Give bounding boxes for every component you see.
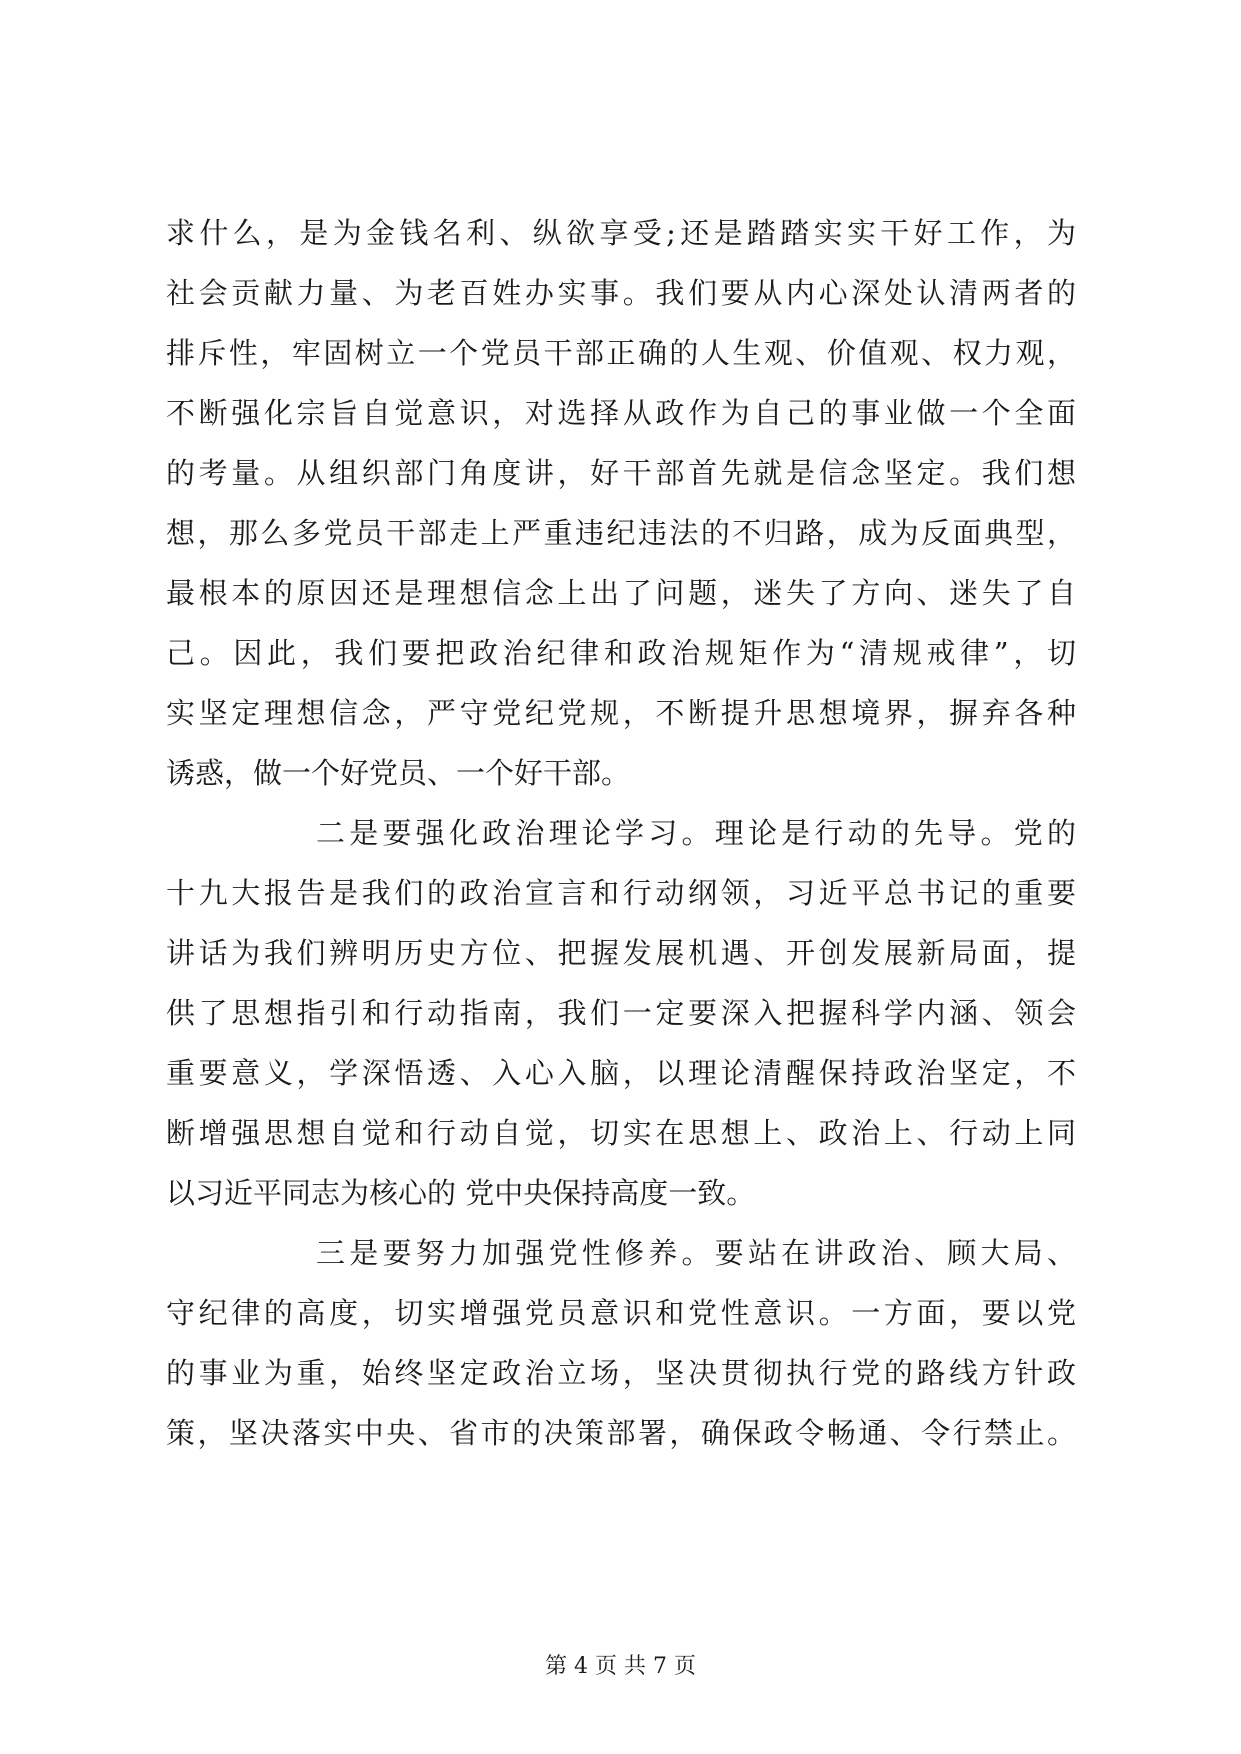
text-line: 以习近平同志为核心的 党中央保持高度一致。 (166, 1176, 756, 1210)
text-line: 的考量。从组织部门角度讲，好干部首先就是信念坚定。我们想 (166, 456, 1076, 490)
text-line: 诱惑，做一个好党员、一个好干部。 (166, 756, 631, 790)
text-line: 策，坚决落实中央、省市的决策部署，确保政令畅通、令行禁止。 (166, 1416, 1076, 1450)
text-line: 的事业为重，始终坚定政治立场，坚决贯彻执行党的路线方针政 (166, 1356, 1076, 1390)
paragraph-start-line: 三是要努力加强党性修养。要站在讲政治、顾大局、 (316, 1236, 1076, 1270)
text-line: 最根本的原因还是理想信念上出了问题，迷失了方向、迷失了自 (166, 576, 1076, 610)
text-line: 己。因此，我们要把政治纪律和政治规矩作为“清规戒律”，切 (166, 636, 1076, 670)
text-line: 断增强思想自觉和行动自觉，切实在思想上、政治上、行动上同 (166, 1116, 1076, 1150)
text-line: 供了思想指引和行动指南，我们一定要深入把握科学内涵、领会 (166, 996, 1076, 1030)
text-line: 守纪律的高度，切实增强党员意识和党性意识。一方面，要以党 (166, 1296, 1076, 1330)
text-line: 十九大报告是我们的政治宣言和行动纲领，习近平总书记的重要 (166, 876, 1076, 910)
paragraph-start-line: 二是要强化政治理论学习。理论是行动的先导。党的 (316, 816, 1076, 850)
text-line: 实坚定理想信念，严守党纪党规，不断提升思想境界，摒弃各种 (166, 696, 1076, 730)
text-line: 想，那么多党员干部走上严重违纪违法的不归路，成为反面典型， (166, 516, 1076, 550)
text-line: 排斥性，牢固树立一个党员干部正确的人生观、价值观、权力观， (166, 336, 1076, 370)
page-number-footer: 第 4 页 共 7 页 (545, 1654, 696, 1679)
text-line: 社会贡献力量、为老百姓办实事。我们要从内心深处认清两者的 (166, 276, 1076, 310)
text-line: 不断强化宗旨自觉意识，对选择从政作为自己的事业做一个全面 (166, 396, 1076, 430)
text-line: 求什么，是为金钱名利、纵欲享受;还是踏踏实实干好工作，为 (166, 216, 1076, 250)
text-line: 重要意义，学深悟透、入心入脑，以理论清醒保持政治坚定，不 (166, 1056, 1076, 1090)
text-line: 讲话为我们辨明历史方位、把握发展机遇、开创发展新局面，提 (166, 936, 1076, 970)
